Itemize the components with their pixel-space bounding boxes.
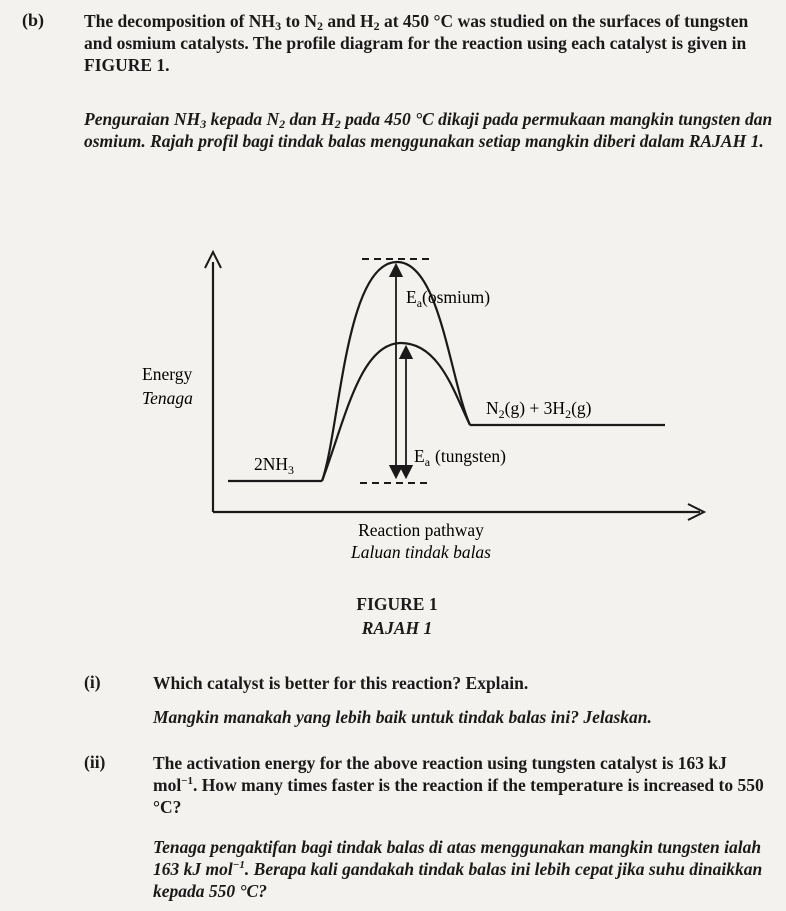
y-axis-label-en: Energy: [142, 364, 193, 384]
ea-osmium-label: $E_a(osmium)$: [406, 287, 491, 310]
y-axis-label-ms: Tenaga: [142, 388, 193, 408]
x-axis-label-en: Reaction pathway: [358, 520, 484, 540]
question-b-english-text: The decomposition of $NH_3$ to $N_2$ and $H_2$ at 450 °C was studied on the surfaces of tungsten and osmium catalysts. The profile diagram for the reaction using each catalyst is given in FIGURE 1.: [84, 11, 749, 75]
figure-reference: FIGURE 1.: [84, 55, 170, 75]
ea-tungsten-label: $E_a$ (tungsten): [414, 446, 506, 469]
rajah-reference: RAJAH 1.: [688, 131, 764, 151]
reactant-label: $2NH_3$: [254, 454, 295, 477]
question-i-english-text: Which catalyst is better for this reaction? Explain.: [153, 673, 529, 693]
question-i-malay-text: Mangkin manakah yang lebih baik untuk tindak balas ini? Jelaskan.: [153, 707, 652, 727]
question-b-label: (b): [22, 10, 44, 30]
energy-profile-diagram: [0, 230, 786, 575]
question-ii-english-text: The activation energy for the above reaction using tungsten catalyst is 163 kJ mol$^{-1}$. How many times faster is the reaction if the temperature is increased to 550 °C?: [153, 753, 764, 817]
x-axis-label-ms: Laluan tindak balas: [350, 542, 492, 562]
figure-caption-ms: RAJAH 1: [361, 618, 433, 638]
product-label: $N_2(g) + 3H_2(g)$: [486, 398, 592, 421]
question-i-label: (i): [84, 672, 101, 692]
question-b-malay-text: Penguraian $NH_3$ kepada $N_2$ dan $H_2$ pada 450 °C dikaji pada permukaan mangkin tungsten dan osmium. Rajah profil bagi tindak balas menggunakan setiap mangkin diberi dalam RAJAH 1.: [84, 109, 773, 151]
figure-caption-en: FIGURE 1: [356, 594, 438, 614]
question-ii-label: (ii): [84, 752, 106, 772]
question-ii-malay-text: Tenaga pengaktifan bagi tindak balas di atas menggunakan mangkin tungsten ialah 163 kJ mol$^{-1}$. Berapa kali gandakah tindak balas ini lebih cepat jika suhu dinaikkan kepada 550 °C?: [153, 837, 763, 901]
